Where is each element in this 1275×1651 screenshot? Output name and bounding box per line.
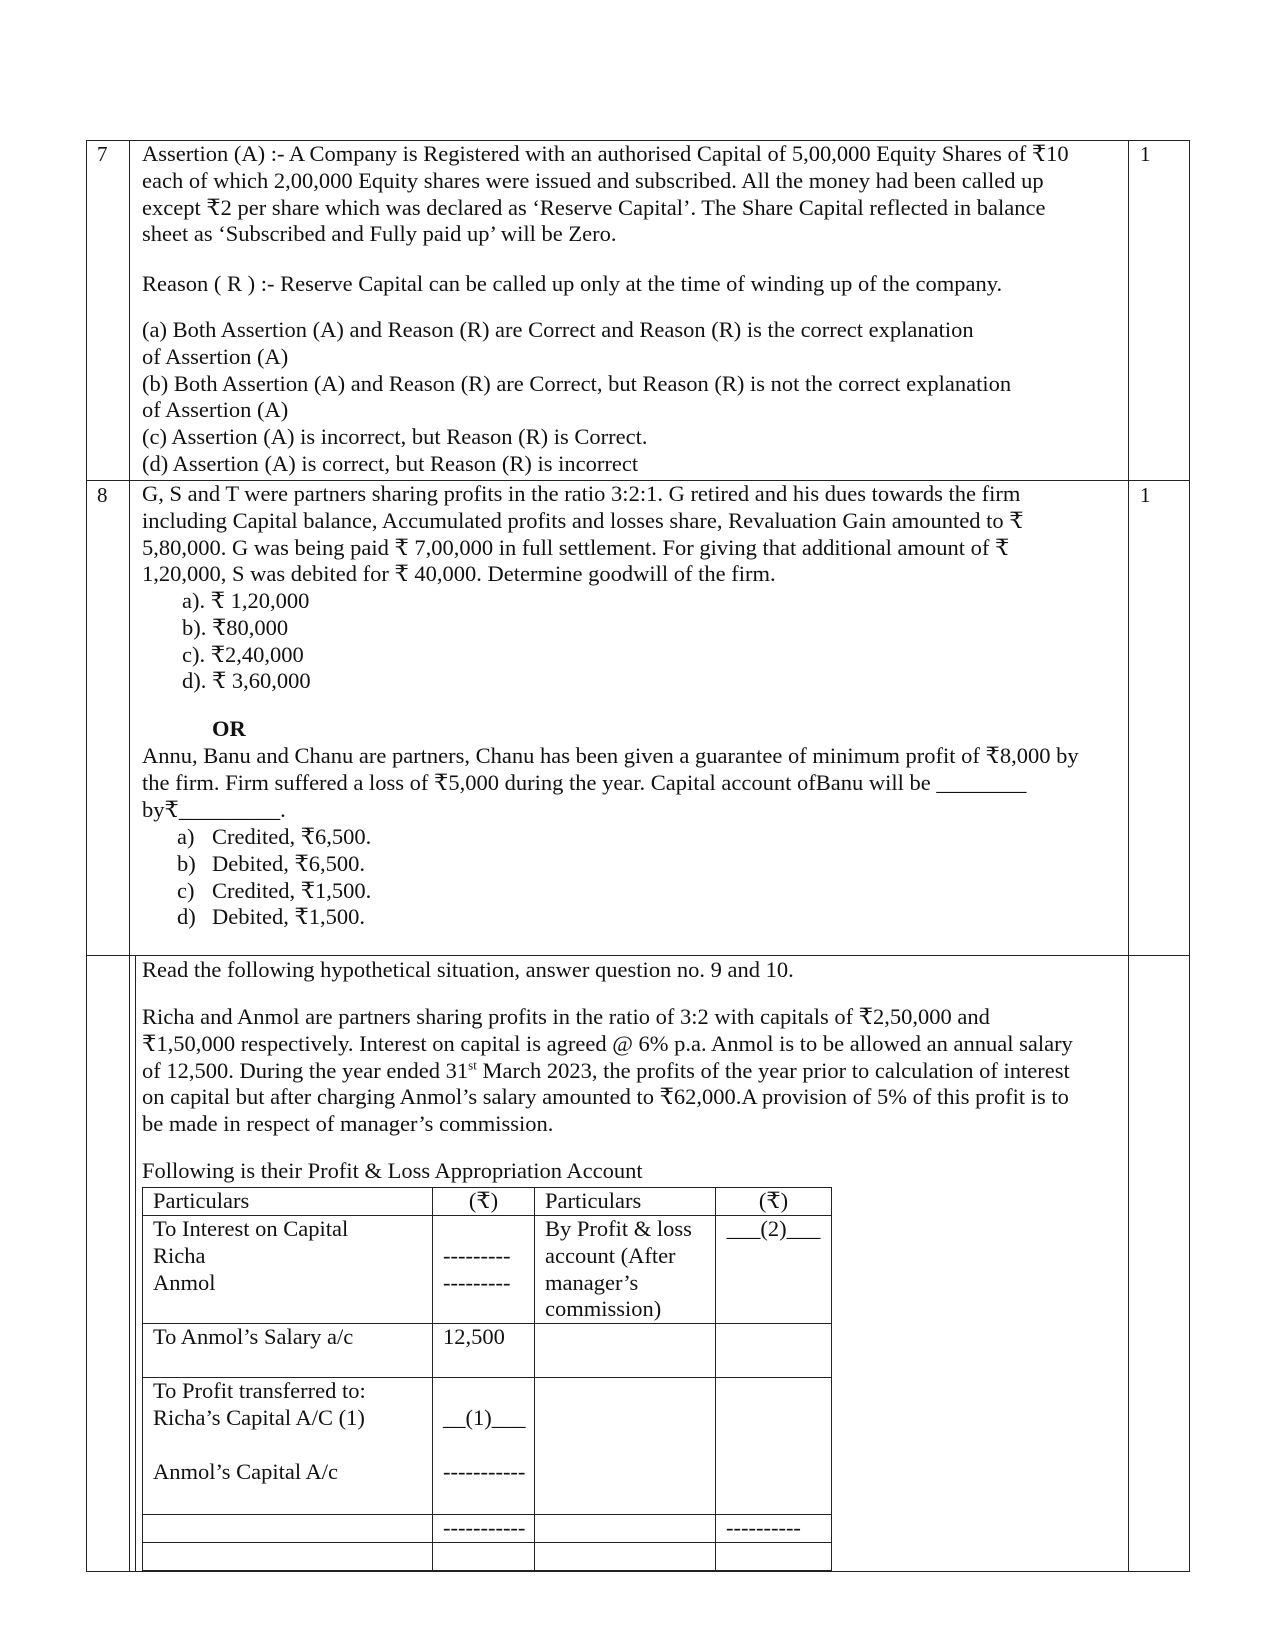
empty-cell	[433, 1542, 535, 1570]
blank-amount: ---------	[443, 1269, 511, 1295]
column-divider-case-inner	[135, 955, 136, 1572]
q7-option-line: (c) Assertion (A) is incorrect, but Reason (R) is Correct.	[142, 424, 648, 450]
q8-alt-option	[177, 878, 371, 905]
q7-reason: Reason ( R ) :- Reserve Capital can be called up only at the time of winding up of the company.	[142, 271, 1003, 296]
question-number-8: 8	[97, 483, 108, 507]
row-label: Richa	[153, 1242, 206, 1268]
header-amount-left: (₹)	[433, 1188, 535, 1216]
placeholder	[443, 1378, 534, 1405]
row-label: To Interest on Capital	[153, 1216, 349, 1241]
q8-alt-option-text: Debited, ₹6,500.	[212, 850, 366, 876]
table-row	[143, 1216, 832, 1324]
case-paragraph-line: on capital but after charging Anmol’s salary amounted to ₹62,000.A provision of 5% of this profit is to	[142, 1084, 1069, 1110]
q7-option-line: of Assertion (A)	[142, 343, 289, 369]
q8-question-line: including Capital balance, Accumulated profits and losses share, Revaluation Gain amounted to ₹	[142, 507, 1024, 533]
q8-question-line: 5,80,000. G was being paid ₹ 7,00,000 in full settlement. For giving that additional amount of ₹	[142, 534, 1010, 560]
q8-alt-option-letter: d)	[177, 904, 196, 930]
salary-amount-cell: 12,500	[433, 1324, 535, 1378]
blank-amount: ---------	[443, 1242, 511, 1268]
empty-cell	[143, 1542, 433, 1570]
column-divider-marks	[1128, 140, 1129, 1572]
interest-on-capital-cell	[143, 1216, 433, 1324]
q8-option: c). ₹2,40,000	[182, 641, 304, 667]
q8-option: d). ₹ 3,60,000	[182, 668, 311, 694]
header-particulars-left: Particulars	[143, 1188, 433, 1216]
case-text: of 12,500. During the year ended 31	[142, 1057, 469, 1083]
empty-cell	[716, 1542, 832, 1570]
question-number-7: 7	[97, 142, 108, 166]
empty-cell	[716, 1378, 832, 1515]
q8-alt-option-text: Credited, ₹6,500.	[212, 824, 372, 849]
profit-loss-cell	[535, 1216, 716, 1324]
profit-transfer-cell	[143, 1378, 433, 1515]
q8-alt-option	[177, 851, 371, 878]
case-paragraph-line: Richa and Anmol are partners sharing profits in the ratio of 3:2 with capitals of ₹2,50,000 and	[142, 1004, 990, 1029]
marks-q7: 1	[1140, 142, 1151, 166]
empty-cell	[535, 1542, 716, 1570]
q8-options	[182, 588, 311, 695]
row-label: To Profit transferred to:	[153, 1378, 366, 1404]
table-header-row	[143, 1188, 832, 1216]
placeholder	[443, 1432, 534, 1459]
interest-amount-cell	[433, 1216, 535, 1324]
row-label: Richa’s Capital A/C (1)	[153, 1404, 365, 1430]
q7-option-line: (b) Both Assertion (A) and Reason (R) are Correct, but Reason (R) is not the correct explanation	[142, 370, 1012, 396]
q8-alt-question-line: the firm. Firm suffered a loss of ₹5,000 during the year. Capital account ofBanu will be ________	[142, 769, 1027, 795]
table-row	[143, 1324, 832, 1378]
q7-option-line: (a) Both Assertion (A) and Reason (R) are Correct and Reason (R) is the correct explanation	[142, 317, 974, 342]
salary-cell: To Anmol’s Salary a/c	[143, 1324, 433, 1378]
q8-alt-option-letter: a)	[177, 824, 195, 849]
row-label: manager’s	[545, 1269, 639, 1295]
case-text: March 2023, the profits of the year prior to calculation of interest	[476, 1057, 1070, 1083]
q8-alt-question	[142, 743, 1079, 823]
table-row	[143, 1378, 832, 1515]
q8-alt-option-letter: c)	[177, 877, 195, 903]
empty-cell	[716, 1324, 832, 1378]
q8-option: a). ₹ 1,20,000	[182, 588, 310, 613]
profit-transfer-amount-cell	[433, 1378, 535, 1515]
table-caption: Following is their Profit & Loss Appropriation Account	[142, 1158, 643, 1183]
ordinal-suffix: st	[468, 1057, 477, 1073]
marks-q8: 1	[1140, 483, 1151, 507]
total-left-dash: -----------	[433, 1515, 535, 1543]
row-divider-q8-case	[86, 955, 1190, 956]
blank-amount: -----------	[443, 1458, 526, 1484]
case-intro: Read the following hypothetical situation, answer question no. 9 and 10.	[142, 957, 794, 982]
q8-question-line: 1,20,000, S was debited for ₹ 40,000. Determine goodwill of the firm.	[142, 561, 776, 587]
table-total-row	[143, 1515, 832, 1543]
blank-2-cell: ___(2)___	[716, 1216, 832, 1324]
case-paragraph-line	[142, 1058, 1073, 1085]
q8-alt-options	[177, 824, 371, 931]
column-divider-number	[129, 140, 130, 1572]
q7-assertion-line: each of which 2,00,000 Equity shares were issued and subscribed. All the money had been called up	[142, 167, 1044, 193]
row-label: account (After	[545, 1242, 676, 1268]
q8-alt-option-text: Credited, ₹1,500.	[212, 877, 372, 903]
empty-cell	[535, 1378, 716, 1515]
placeholder	[153, 1432, 432, 1459]
q7-assertion-line: except ₹2 per share which was declared as ‘Reserve Capital’. The Share Capital reflected in balance	[142, 194, 1046, 220]
placeholder	[443, 1216, 534, 1243]
q8-option: b). ₹80,000	[182, 614, 289, 640]
q7-options	[142, 317, 1011, 478]
empty-cell	[535, 1515, 716, 1543]
row-label: Anmol’s Capital A/c	[153, 1458, 338, 1484]
q8-alt-option	[177, 904, 371, 931]
q7-option-line: (d) Assertion (A) is correct, but Reason (R) is incorrect	[142, 450, 639, 476]
q7-assertion-line: sheet as ‘Subscribed and Fully paid up’ will be Zero.	[142, 221, 617, 247]
header-amount-right: (₹)	[716, 1188, 832, 1216]
q8-question-line: G, S and T were partners sharing profits in the ratio 3:2:1. G retired and his dues towards the firm	[142, 481, 1021, 506]
total-right-dash: ----------	[716, 1515, 832, 1543]
appropriation-account-table	[142, 1187, 832, 1571]
row-label: By Profit & loss	[545, 1216, 692, 1241]
empty-cell	[143, 1515, 433, 1543]
table-row	[143, 1542, 832, 1570]
blank-1: __(1)___	[443, 1404, 526, 1430]
case-paragraph	[142, 1004, 1073, 1138]
q8-alt-option-letter: b)	[177, 850, 196, 876]
header-particulars-right: Particulars	[535, 1188, 716, 1216]
q8-alt-question-line: by₹_________.	[142, 796, 286, 822]
q8-alt-option-text: Debited, ₹1,500.	[212, 904, 366, 930]
q7-assertion-line: Assertion (A) :- A Company is Registered with an authorised Capital of 5,00,000 Equity Shares of ₹10	[142, 141, 1069, 166]
row-label: commission)	[545, 1296, 662, 1322]
q7-assertion	[142, 141, 1069, 248]
q8-or-label: OR	[212, 716, 246, 741]
case-paragraph-line: ₹1,50,000 respectively. Interest on capital is agreed @ 6% p.a. Anmol is to be allowed an annual salary	[142, 1030, 1073, 1056]
empty-cell	[535, 1324, 716, 1378]
case-paragraph-line: be made in respect of manager’s commission.	[142, 1111, 554, 1137]
q8-alt-option	[177, 824, 371, 851]
q8-alt-question-line: Annu, Banu and Chanu are partners, Chanu has been given a guarantee of minimum profit of ₹8,000 by	[142, 743, 1079, 768]
q8-question	[142, 481, 1024, 588]
row-label: Anmol	[153, 1269, 216, 1295]
q7-option-line: of Assertion (A)	[142, 397, 289, 423]
